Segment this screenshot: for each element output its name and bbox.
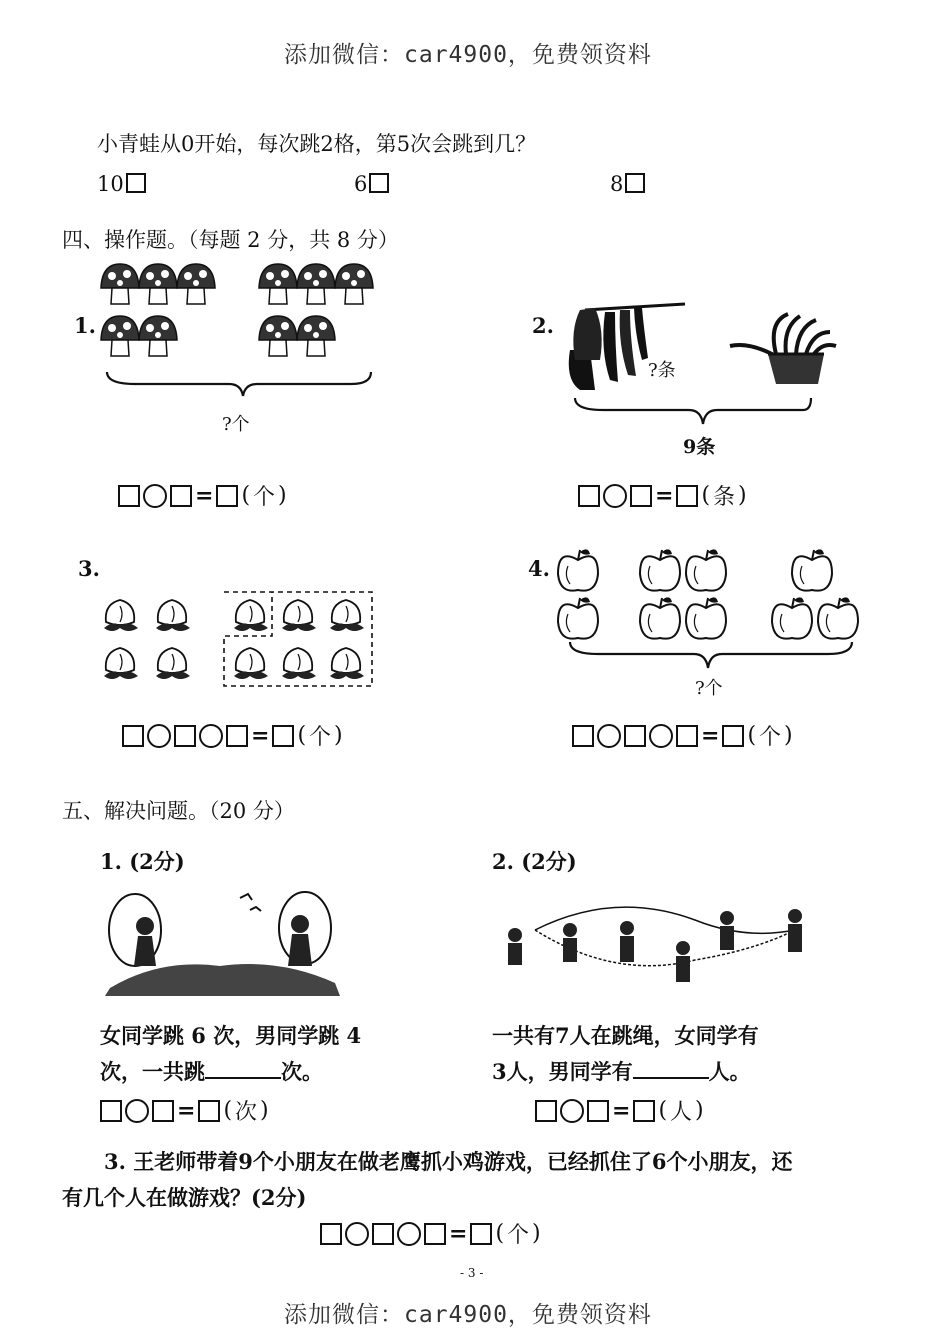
peach-icon [330, 648, 364, 679]
peach-icon [234, 600, 268, 631]
peach-icon [330, 600, 364, 631]
p4-number: 4. [528, 556, 550, 581]
hanging-fish-image [560, 290, 690, 400]
answer-box[interactable] [572, 725, 594, 747]
apple-group [550, 542, 870, 652]
peach-icon [282, 648, 316, 679]
p1-number: 1. [74, 313, 96, 338]
apple-icon [558, 549, 598, 590]
answer-box[interactable] [320, 1223, 342, 1245]
option-label: 10 [97, 172, 124, 196]
answer-box[interactable] [216, 485, 238, 507]
checkbox[interactable] [369, 173, 389, 193]
mushroom-icon [297, 264, 335, 304]
answer-box[interactable] [372, 1223, 394, 1245]
q2-text-b: 人。 [708, 1059, 751, 1084]
answer-box[interactable] [587, 1100, 609, 1122]
unit-label: 个 [253, 485, 276, 510]
answer-box[interactable] [174, 725, 196, 747]
peach-icon [156, 600, 190, 631]
peach-icon [156, 648, 190, 679]
p2-number: 2. [532, 313, 554, 338]
q1-text-line1: 女同学跳 6 次，男同学跳 4 [100, 1023, 362, 1048]
q2-answer-blank[interactable] [633, 1059, 709, 1079]
operator-circle[interactable] [345, 1222, 369, 1246]
brace-1 [105, 370, 385, 400]
answer-box[interactable] [118, 485, 140, 507]
operator-circle[interactable] [125, 1099, 149, 1123]
q2-text-line1: 一共有7人在跳绳，女同学有 [492, 1023, 759, 1048]
page-number: - 3 - [460, 1266, 484, 1280]
answer-box[interactable] [122, 725, 144, 747]
fish-basket-image [728, 312, 838, 392]
answer-box[interactable] [152, 1100, 174, 1122]
watermark-top: 添加微信：car4900，免费领资料 [284, 42, 652, 68]
answer-box[interactable] [633, 1100, 655, 1122]
answer-box[interactable] [170, 485, 192, 507]
answer-box[interactable] [226, 725, 248, 747]
answer-box[interactable] [470, 1223, 492, 1245]
peach-icon [234, 648, 268, 679]
mushroom-icon [177, 264, 215, 304]
section4-title: 四、操作题。（每题 2 分，共 8 分） [62, 228, 399, 252]
mushroom-icon [297, 316, 335, 356]
answer-box[interactable] [578, 485, 600, 507]
p3-equation: = ( 个 ) [122, 720, 343, 751]
apple-icon [640, 549, 680, 590]
q1-number: 1. (2分) [100, 849, 185, 874]
q2-text-a: 3人，男同学有 [492, 1059, 633, 1084]
unit-label: 人 [670, 1100, 693, 1125]
mushroom-icon [139, 316, 177, 356]
q3-text-line2: 有几个人在做游戏？(2分) [62, 1185, 307, 1210]
option-label: 8 [610, 172, 624, 196]
p1-equation: = ( 个 ) [118, 480, 287, 511]
q1-equation: = ( 次 ) [100, 1095, 269, 1126]
watermark-bottom: 添加微信：car4900，免费领资料 [284, 1302, 652, 1328]
unit-label: 条 [713, 485, 736, 510]
operator-circle[interactable] [397, 1222, 421, 1246]
q3-text-line1: 3. 王老师带着9个小朋友在做老鹰抓小鸡游戏，已经抓住了6个小朋友，还 [104, 1149, 793, 1174]
answer-box[interactable] [100, 1100, 122, 1122]
p4-label: ?个 [695, 678, 723, 699]
jump-rope-girls-image [100, 888, 350, 998]
checkbox[interactable] [625, 173, 645, 193]
q1-text-a: 次，一共跳 [100, 1059, 205, 1084]
mushroom-icon [335, 264, 373, 304]
apple-icon [686, 597, 726, 638]
apple-icon [792, 549, 832, 590]
answer-box[interactable] [676, 725, 698, 747]
answer-box[interactable] [676, 485, 698, 507]
apple-icon [818, 597, 858, 638]
q1-text-b: 次。 [281, 1059, 323, 1084]
mushroom-group [100, 262, 400, 372]
peach-icon [282, 600, 316, 631]
p4-equation: = ( 个 ) [572, 720, 793, 751]
operator-circle[interactable] [560, 1099, 584, 1123]
answer-box[interactable] [722, 725, 744, 747]
mushroom-icon [101, 316, 139, 356]
mushroom-icon [259, 316, 297, 356]
apple-icon [686, 549, 726, 590]
section5-title: 五、解决问题。（20 分） [62, 799, 295, 823]
q1-text-line2 [100, 1056, 323, 1086]
q2-text-line2 [492, 1056, 751, 1086]
operator-circle[interactable] [649, 724, 673, 748]
unit-label: 次 [235, 1100, 258, 1125]
apple-icon [558, 597, 598, 638]
unit-label: 个 [759, 725, 782, 750]
answer-box[interactable] [630, 485, 652, 507]
frog-question: 小青蛙从0开始，每次跳2格，第5次会跳到几？ [97, 132, 537, 156]
unit-label: 个 [507, 1223, 530, 1248]
operator-circle[interactable] [597, 724, 621, 748]
unit-label: 个 [309, 725, 332, 750]
q2-equation: = ( 人 ) [535, 1095, 704, 1126]
operator-circle[interactable] [199, 724, 223, 748]
mushroom-icon [259, 264, 297, 304]
frog-option-2[interactable] [354, 172, 389, 196]
answer-box[interactable] [198, 1100, 220, 1122]
answer-box[interactable] [624, 725, 646, 747]
checkbox[interactable] [126, 173, 146, 193]
peach-icon [104, 648, 138, 679]
answer-box[interactable] [272, 725, 294, 747]
operator-circle[interactable] [143, 484, 167, 508]
brace-4 [568, 640, 868, 674]
group-jump-rope-image [495, 900, 825, 1000]
p3-number: 3. [78, 556, 100, 581]
q1-answer-blank[interactable] [205, 1059, 281, 1079]
p2-label-top: ?条 [648, 360, 676, 381]
mushroom-icon [139, 264, 177, 304]
answer-box[interactable] [535, 1100, 557, 1122]
p2-equation: = ( 条 ) [578, 480, 747, 511]
frog-option-1[interactable] [97, 172, 146, 196]
operator-circle[interactable] [147, 724, 171, 748]
brace-2 [573, 396, 843, 430]
p1-label: ?个 [222, 414, 250, 435]
peach-group [100, 590, 390, 690]
q2-number: 2. (2分) [492, 849, 577, 874]
p2-label-bottom: 9条 [683, 436, 716, 458]
apple-icon [772, 597, 812, 638]
peach-icon [104, 600, 138, 631]
answer-box[interactable] [424, 1223, 446, 1245]
q3-equation: = ( 个 ) [320, 1218, 541, 1249]
frog-option-3[interactable] [610, 172, 645, 196]
operator-circle[interactable] [603, 484, 627, 508]
mushroom-icon [101, 264, 139, 304]
option-label: 6 [354, 172, 368, 196]
apple-icon [640, 597, 680, 638]
